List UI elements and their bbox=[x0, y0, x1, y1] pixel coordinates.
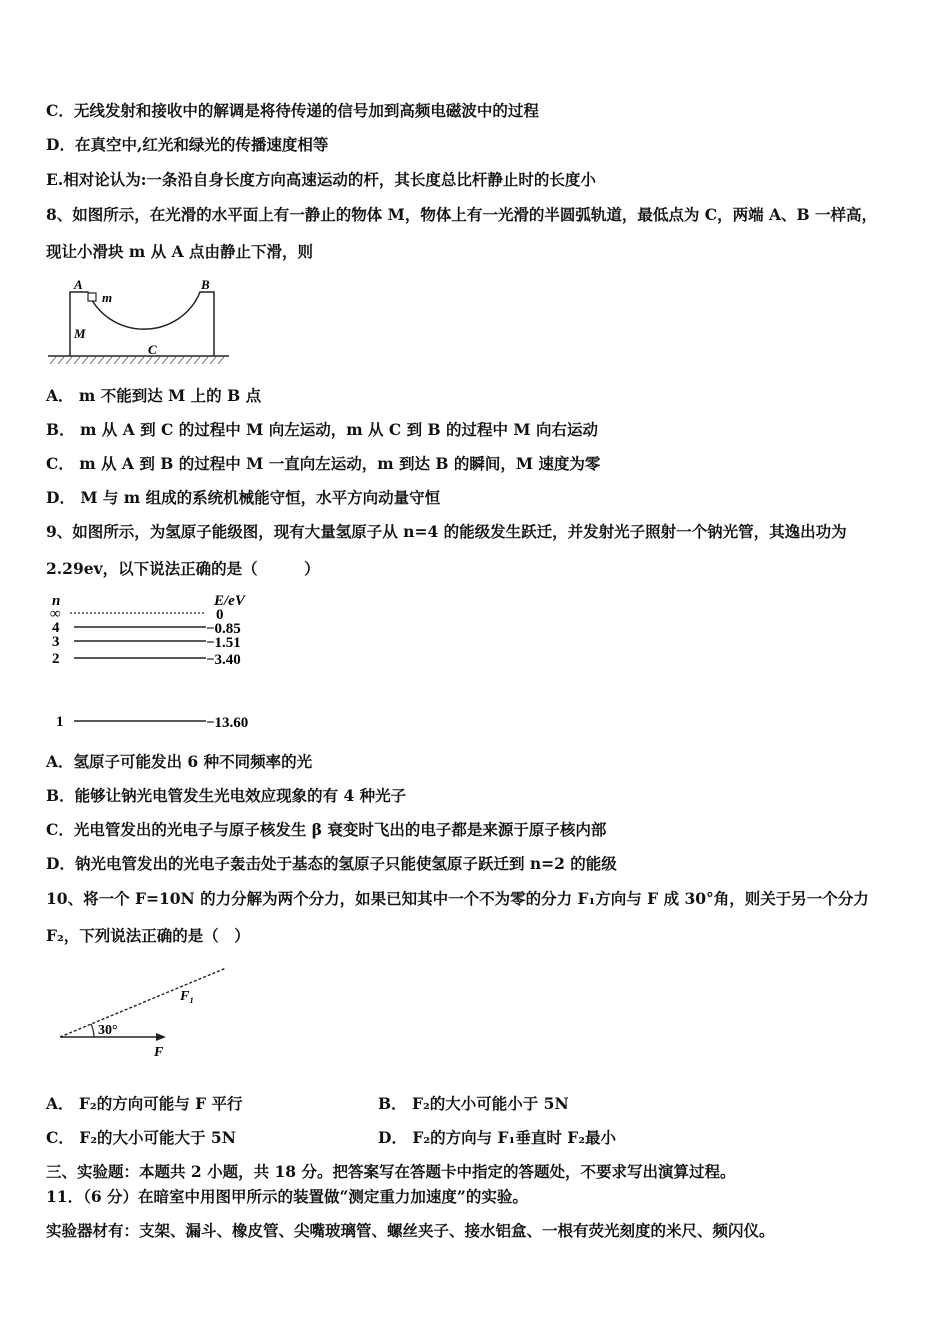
q8-label-c: C bbox=[148, 342, 157, 357]
q8-ground-hatch bbox=[50, 357, 224, 364]
diagram-n-header: n bbox=[52, 593, 61, 609]
q8-stem-line1: 8、如图所示，在光滑的水平面上有一静止的物体 M，物体上有一光滑的半圆弧轨道，最低点为 C，两端 A、B 一样高， bbox=[46, 205, 877, 224]
q8-label-a: A bbox=[74, 277, 83, 292]
q9-option-c: C．光电管发出的光电子与原子核发生 β 衰变时飞出的电子都是来源于原子核内部 bbox=[46, 820, 607, 839]
q8-option-c: C． m 从 A 到 B 的过程中 M 一直向左运动，m 到达 B 的瞬间，M 速度为零 bbox=[46, 454, 601, 473]
f-arrowhead bbox=[156, 1033, 166, 1041]
hydrogen-energy-level-diagram bbox=[44, 588, 284, 736]
q9-option-b: B．能够让钠光电管发生光电效应现象的有 4 种光子 bbox=[46, 786, 407, 805]
q7-option-c: C．无线发射和接收中的解调是将待传递的信号加到高频电磁波中的过程 bbox=[46, 101, 539, 120]
q7-option-d: D．在真空中,红光和绿光的传播速度相等 bbox=[46, 135, 329, 154]
q8-label-b: B bbox=[201, 277, 210, 292]
f-label: F bbox=[154, 1045, 164, 1060]
q10-option-a: A． F₂的方向可能与 F 平行 bbox=[46, 1094, 243, 1113]
q8-figure bbox=[44, 272, 234, 368]
q11-stem: 11．（6 分）在暗室中用图甲所示的装置做“测定重力加速度”的实验。 bbox=[46, 1187, 528, 1206]
q8-option-a: A． m 不能到达 M 上的 B 点 bbox=[46, 386, 262, 405]
level-n-inf: ∞ bbox=[50, 606, 61, 622]
q8-block-m bbox=[70, 292, 214, 356]
section3-heading: 三、实验题：本题共 2 小题，共 18 分。把答案写在答题卡中指定的答题处，不要求写出演算过程。 bbox=[46, 1162, 736, 1181]
q9-option-a: A．氢原子可能发出 6 种不同频率的光 bbox=[46, 752, 313, 771]
level-e-1: −13.60 bbox=[206, 715, 249, 731]
q8-option-b: B． m 从 A 到 C 的过程中 M 向左运动，m 从 C 到 B 的过程中 M 向右运动 bbox=[46, 420, 598, 439]
f1-label: F₁ bbox=[180, 989, 195, 1004]
angle-arc bbox=[91, 1024, 94, 1037]
level-e-inf: 0 bbox=[216, 607, 224, 623]
q11-materials: 实验器材有：支架、漏斗、橡皮管、尖嘴玻璃管、螺丝夹子、接水铝盒、一根有荧光刻度的米尺、频闪仪。 bbox=[46, 1221, 775, 1240]
level-n-2: 2 bbox=[52, 651, 60, 667]
angle-label: 30° bbox=[98, 1023, 118, 1038]
q7-option-e: E.相对论认为:一条沿自身长度方向高速运动的杆，其长度总比杆静止时的长度小 bbox=[46, 170, 596, 189]
f1-dashed-line bbox=[60, 968, 226, 1037]
level-e-2: −3.40 bbox=[206, 652, 241, 668]
q8-slider-m bbox=[88, 293, 96, 301]
q9-option-d: D．钠光电管发出的光电子轰击处于基态的氢原子只能使氢原子跃迁到 n=2 的能级 bbox=[46, 854, 617, 873]
q8-label-m-big: M bbox=[74, 326, 86, 341]
level-e-4: −0.85 bbox=[206, 621, 241, 637]
q10-option-c: C． F₂的大小可能大于 5N bbox=[46, 1128, 236, 1147]
level-n-1: 1 bbox=[56, 714, 64, 730]
level-n-3: 3 bbox=[52, 634, 60, 650]
q9-stem-line2: 2.29ev，以下说法正确的是（ ） bbox=[46, 559, 320, 578]
q8-option-d: D． M 与 m 组成的系统机械能守恒，水平方向动量守恒 bbox=[46, 488, 441, 507]
q10-option-d: D． F₂的方向与 F₁垂直时 F₂最小 bbox=[378, 1128, 617, 1147]
q10-force-figure bbox=[54, 960, 244, 1064]
diagram-e-header: E/eV bbox=[214, 593, 245, 609]
q8-label-m-small: m bbox=[102, 290, 113, 305]
q10-option-b: B． F₂的大小可能小于 5N bbox=[378, 1094, 569, 1113]
q8-stem-line2: 现让小滑块 m 从 A 点由静止下滑，则 bbox=[46, 242, 314, 261]
level-e-3: −1.51 bbox=[206, 635, 241, 651]
q9-stem-line1: 9、如图所示，为氢原子能级图，现有大量氢原子从 n=4 的能级发生跃迁，并发射光子照射一个钠光管，其逸出功为 bbox=[46, 522, 847, 541]
q10-stem-line1: 10、将一个 F=10N 的力分解为两个分力，如果已知其中一个不为零的分力 F₁方向与 F 成 30°角，则关于另一个分力 bbox=[46, 889, 869, 908]
q10-stem-line2: F₂，下列说法正确的是（ ） bbox=[46, 926, 250, 945]
level-n-4: 4 bbox=[52, 620, 60, 636]
